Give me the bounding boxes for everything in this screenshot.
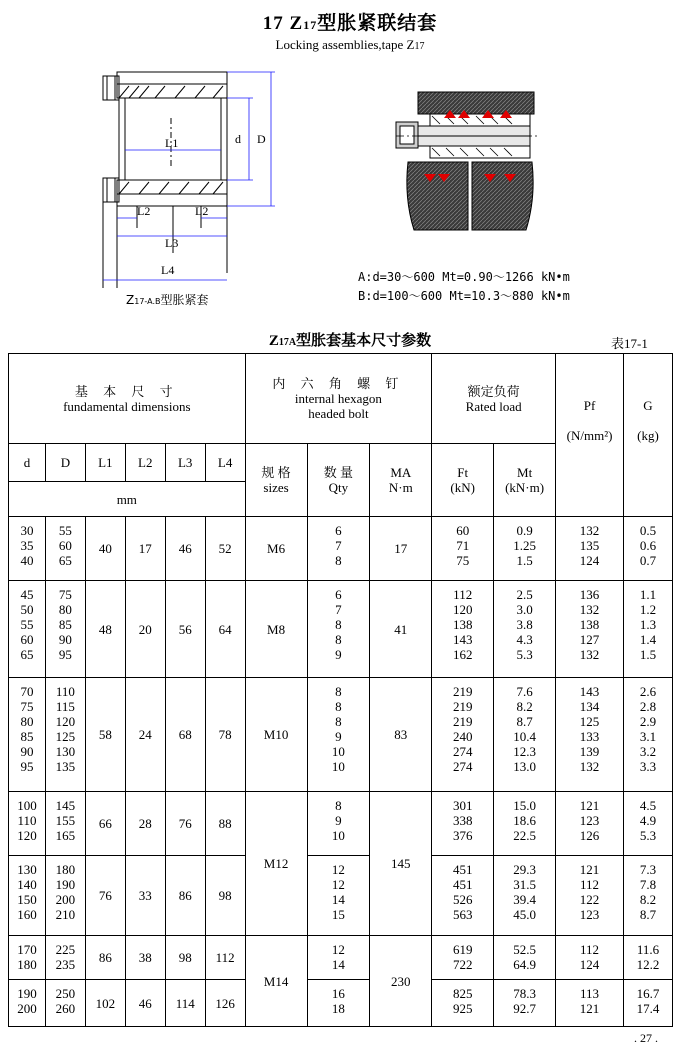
- cell-size: M6: [245, 517, 307, 581]
- cell-L4: 98: [205, 856, 245, 936]
- header-ma: MA N·m: [370, 444, 432, 517]
- page-number: . 27 .: [634, 1031, 658, 1045]
- cell-ma: 41: [370, 581, 432, 678]
- cell-g: 2.6 2.8 2.9 3.1 3.2 3.3: [624, 678, 673, 792]
- cell-L3: 86: [165, 856, 205, 936]
- cell-pf: 136 132 138 127 132: [556, 581, 624, 678]
- cell-L2: 33: [125, 856, 165, 936]
- table-row: [9, 936, 673, 980]
- cell-pf: 112 124: [556, 936, 624, 980]
- cell-g: 11.6 12.2: [624, 936, 673, 980]
- cell-L4: 52: [205, 517, 245, 581]
- cell-L2: 17: [125, 517, 165, 581]
- cell-d: 170 180: [9, 936, 46, 980]
- cell-pf: 121 123 126: [556, 792, 624, 856]
- cell-mt: 52.5 64.9: [494, 936, 556, 980]
- label-L1: L1: [165, 136, 179, 150]
- label-L2-right: L2: [195, 204, 209, 218]
- table-row: [9, 581, 673, 678]
- cell-ft: 619 722: [432, 936, 494, 980]
- header-L3: L3: [165, 444, 205, 482]
- cell-d: 70 75 80 85 90 95: [9, 678, 46, 792]
- table-number: 表17-1: [611, 336, 648, 351]
- cell-L2: 28: [125, 792, 165, 856]
- cell-d: 45 50 55 60 65: [9, 581, 46, 678]
- header-d: d: [9, 444, 46, 482]
- cell-g: 0.5 0.6 0.7: [624, 517, 673, 581]
- spec-line-a: A:d=30～600 Mt=0.90～1266 kN•m: [358, 270, 570, 284]
- cell-d: 100 110 120: [9, 792, 46, 856]
- cell-ft: 112 120 138 143 162: [432, 581, 494, 678]
- table-row: [9, 980, 673, 1027]
- header-sizes: 规 格 sizes: [245, 444, 307, 517]
- cell-ft: 451 451 526 563: [432, 856, 494, 936]
- header-L4: L4: [205, 444, 245, 482]
- assembly-illustration: [390, 88, 550, 238]
- drawing-caption: Z17-A.B型胀紧套: [126, 293, 209, 307]
- cell-qty: 12 14: [307, 936, 370, 980]
- cell-ma: 83: [370, 678, 432, 792]
- cell-L4: 64: [205, 581, 245, 678]
- header-qty: 数 量 Qty: [307, 444, 370, 517]
- cell-D: 75 80 85 90 95: [45, 581, 85, 678]
- header-rated-load: 额定负荷 Rated load: [432, 354, 556, 444]
- label-L4: L4: [161, 263, 175, 277]
- header-D: D: [45, 444, 85, 482]
- cell-L2: 46: [125, 980, 165, 1027]
- header-mm: mm: [9, 482, 246, 517]
- cell-qty: 8 8 8 9 10 10: [307, 678, 370, 792]
- cell-qty: 6 7 8: [307, 517, 370, 581]
- cell-d: 190 200: [9, 980, 46, 1027]
- header-mt: Mt (kN·m): [494, 444, 556, 517]
- cell-L3: 98: [165, 936, 205, 980]
- cell-pf: 113 121: [556, 980, 624, 1027]
- header-fundamental: 基 本 尺 寸 fundamental dimensions: [9, 354, 246, 444]
- page-subtitle: Locking assemblies,tape Z17: [275, 37, 425, 52]
- cell-qty: 6 7 8 8 9: [307, 581, 370, 678]
- cell-mt: 2.5 3.0 3.8 4.3 5.3: [494, 581, 556, 678]
- cell-D: 250 260: [45, 980, 85, 1027]
- cell-L4: 88: [205, 792, 245, 856]
- cell-qty: 16 18: [307, 980, 370, 1027]
- cell-L1: 76: [85, 856, 125, 936]
- table-title: Z17A型胀套基本尺寸参数: [268, 333, 432, 349]
- cell-ma-145: 145: [370, 792, 432, 936]
- cell-L2: 20: [125, 581, 165, 678]
- cell-mt: 15.0 18.6 22.5: [494, 792, 556, 856]
- cell-pf: 132 135 124: [556, 517, 624, 581]
- table-row: [9, 678, 673, 792]
- header-pf: Pf (N/mm²): [556, 354, 624, 517]
- cell-ft: 219 219 219 240 274 274: [432, 678, 494, 792]
- cell-L4: 78: [205, 678, 245, 792]
- header-L1: L1: [85, 444, 125, 482]
- cell-g: 16.7 17.4: [624, 980, 673, 1027]
- cell-L3: 76: [165, 792, 205, 856]
- dimensions-table: [8, 353, 673, 1027]
- cell-ma-230: 230: [370, 936, 432, 1027]
- cell-ft: 60 71 75: [432, 517, 494, 581]
- cell-L3: 46: [165, 517, 205, 581]
- cell-L1: 102: [85, 980, 125, 1027]
- cell-D: 110 115 120 125 130 135: [45, 678, 85, 792]
- cell-D: 145 155 165: [45, 792, 85, 856]
- cell-L3: 56: [165, 581, 205, 678]
- cell-L3: 114: [165, 980, 205, 1027]
- cell-ft: 825 925: [432, 980, 494, 1027]
- cell-d: 30 35 40: [9, 517, 46, 581]
- cell-mt: 29.3 31.5 39.4 45.0: [494, 856, 556, 936]
- spec-line-b: B:d=100～600 Mt=10.3～880 kN•m: [358, 289, 570, 303]
- cell-L1: 66: [85, 792, 125, 856]
- cell-L1: 58: [85, 678, 125, 792]
- cell-L2: 38: [125, 936, 165, 980]
- cell-L4: 112: [205, 936, 245, 980]
- label-D: D: [257, 132, 266, 146]
- cell-g: 7.3 7.8 8.2 8.7: [624, 856, 673, 936]
- header-ft: Ft (kN): [432, 444, 494, 517]
- label-L3: L3: [165, 236, 179, 250]
- section-drawing: [95, 68, 295, 293]
- cell-g: 1.1 1.2 1.3 1.4 1.5: [624, 581, 673, 678]
- table-row: [9, 792, 673, 856]
- cell-D: 180 190 200 210: [45, 856, 85, 936]
- cell-D: 225 235: [45, 936, 85, 980]
- cell-L3: 68: [165, 678, 205, 792]
- cell-L2: 24: [125, 678, 165, 792]
- cell-D: 55 60 65: [45, 517, 85, 581]
- table-row: [9, 856, 673, 936]
- cell-L1: 48: [85, 581, 125, 678]
- cell-mt: 78.3 92.7: [494, 980, 556, 1027]
- cell-mt: 0.9 1.25 1.5: [494, 517, 556, 581]
- label-d: d: [235, 132, 241, 146]
- cell-qty: 8 9 10: [307, 792, 370, 856]
- header-L2: L2: [125, 444, 165, 482]
- cell-qty: 12 12 14 15: [307, 856, 370, 936]
- cell-L1: 86: [85, 936, 125, 980]
- cell-mt: 7.6 8.2 8.7 10.4 12.3 13.0: [494, 678, 556, 792]
- page-title: 17 Z17型胀紧联结套: [262, 13, 438, 34]
- label-L2-left: L2: [137, 204, 151, 218]
- header-bolt: 内 六 角 螺 钉 internal hexagon headed bolt: [245, 354, 432, 444]
- cell-L1: 40: [85, 517, 125, 581]
- cell-size-m14: M14: [245, 936, 307, 1027]
- cell-size-m12: M12: [245, 792, 307, 936]
- cell-size: M8: [245, 581, 307, 678]
- cell-ft: 301 338 376: [432, 792, 494, 856]
- cell-ma: 17: [370, 517, 432, 581]
- cell-L4: 126: [205, 980, 245, 1027]
- cell-d: 130 140 150 160: [9, 856, 46, 936]
- cell-g: 4.5 4.9 5.3: [624, 792, 673, 856]
- header-g: G (kg): [624, 354, 673, 517]
- cell-pf: 143 134 125 133 139 132: [556, 678, 624, 792]
- cell-pf: 121 112 122 123: [556, 856, 624, 936]
- cell-size: M10: [245, 678, 307, 792]
- table-row: [9, 517, 673, 581]
